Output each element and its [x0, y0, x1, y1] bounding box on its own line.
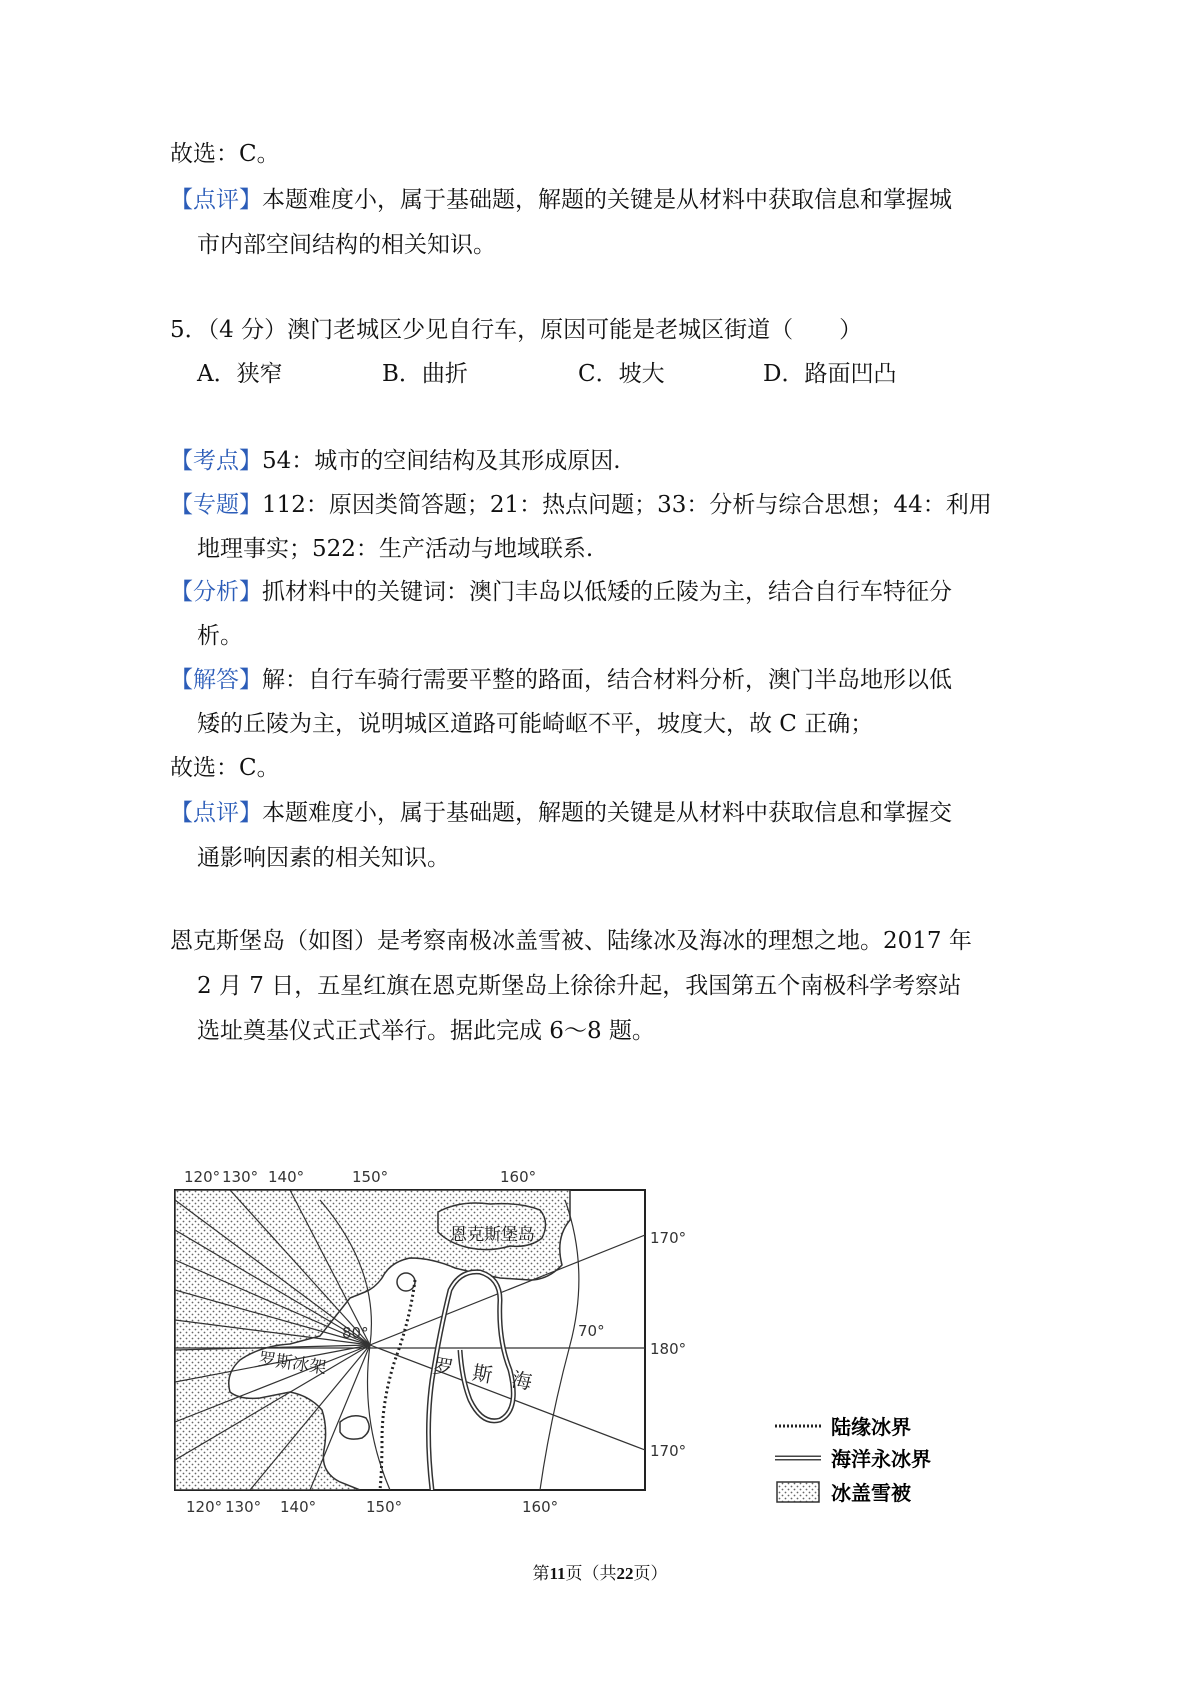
jieda-line1 — [170, 664, 952, 696]
lat-70: 70° — [578, 1322, 605, 1340]
prev-comment-line1 — [170, 184, 952, 216]
lon-top-130: 130° — [222, 1168, 259, 1186]
intro-line3: 选址奠基仪式正式举行。据此完成 6～8 题。 — [197, 1018, 655, 1044]
footer-mid: 页（共 — [565, 1564, 617, 1584]
fenxi-line2: 析。 — [197, 623, 243, 649]
jieda-line2: 矮的丘陵为主，说明城区道路可能崎岖不平，坡度大，故 C 正确； — [197, 711, 874, 737]
option-c: C．坡大 — [578, 361, 665, 387]
lon-bottom-160: 160° — [522, 1498, 559, 1516]
comment-tag: 【点评】 — [170, 187, 262, 213]
q5-comment-line2: 通影响因素的相关知识。 — [197, 845, 450, 871]
prev-comment-line2: 市内部空间结构的相关知识。 — [197, 232, 496, 258]
lon-right-180: 180° — [650, 1340, 687, 1358]
ross-sea-map — [170, 1160, 750, 1530]
kaodian-text: 54：城市的空间结构及其形成原因. — [262, 448, 621, 474]
lon-top-140: 140° — [268, 1168, 305, 1186]
kaodian-line — [170, 445, 621, 477]
kaodian-tag: 【考点】 — [170, 448, 262, 474]
zhuanti-text: 112：原因类简答题；21：热点问题；33：分析与综合思想；44：利用 — [262, 492, 992, 518]
ice-shelf-label: 罗斯冰架 — [257, 1349, 328, 1379]
option-a: A．狭窄 — [197, 361, 283, 387]
intro-line1: 恩克斯堡岛（如图）是考察南极冰盖雪被、陆缘冰及海冰的理想之地。2017 年 — [170, 928, 972, 954]
q5-comment-line1 — [170, 797, 952, 829]
lon-top-150: 150° — [352, 1168, 389, 1186]
option-b: B．曲折 — [382, 361, 468, 387]
q5-comment-text: 本题难度小，属于基础题，解题的关键是从材料中获取信息和掌握交 — [262, 800, 952, 826]
island-label: 恩克斯堡岛 — [450, 1225, 535, 1245]
footer-page-number: 11 — [549, 1564, 566, 1583]
lon-top-160: 160° — [500, 1168, 537, 1186]
lon-top-120: 120° — [184, 1168, 221, 1186]
legend-ice-cover-label: 冰盖雪被 — [831, 1481, 911, 1505]
q5-answer: 故选：C。 — [170, 755, 280, 781]
small-circle — [397, 1273, 415, 1291]
lat-80: 80° — [342, 1324, 369, 1342]
q5-comment-tag: 【点评】 — [170, 800, 262, 826]
zhuanti-line1 — [170, 489, 992, 521]
lon-bottom-150: 150° — [366, 1498, 403, 1516]
footer-pre: 第 — [532, 1564, 550, 1584]
ice-lake — [340, 1416, 369, 1439]
intro-line2: 2 月 7 日，五星红旗在恩克斯堡岛上徐徐升起，我国第五个南极科学考察站 — [197, 973, 962, 999]
lon-right-170a: 170° — [650, 1229, 687, 1247]
lon-bottom-140: 140° — [280, 1498, 317, 1516]
lon-right-170b: 170° — [650, 1442, 687, 1460]
footer-total-pages: 22 — [616, 1564, 634, 1583]
prev-answer: 故选：C。 — [170, 141, 280, 167]
legend-continental-ice-label: 陆缘冰界 — [831, 1415, 911, 1439]
legend-ice-cover-symbol — [777, 1482, 819, 1502]
question-5-stem: 5．（4 分）澳门老城区少见自行车，原因可能是老城区街道（ ） — [170, 317, 863, 343]
footer-post: 页） — [633, 1564, 668, 1584]
option-d: D．路面凹凸 — [763, 361, 897, 387]
lon-bottom-120: 120° — [186, 1498, 223, 1516]
legend-sea-ice-label: 海洋永冰界 — [831, 1447, 931, 1471]
zhuanti-tag: 【专题】 — [170, 492, 262, 518]
map-legend — [775, 1410, 975, 1520]
fenxi-text: 抓材料中的关键词：澳门丰岛以低矮的丘陵为主，结合自行车特征分 — [262, 579, 952, 605]
jieda-tag: 【解答】 — [170, 667, 262, 693]
right-longitude-labels — [650, 1229, 686, 1460]
sea-label: 罗 斯 海 — [431, 1353, 534, 1395]
fenxi-tag: 【分析】 — [170, 579, 262, 605]
top-longitude-labels — [184, 1168, 536, 1186]
bottom-longitude-labels — [186, 1498, 558, 1516]
page-footer — [0, 1562, 1200, 1586]
jieda-text: 解：自行车骑行需要平整的路面，结合材料分析，澳门半岛地形以低 — [262, 667, 952, 693]
zhuanti-line2: 地理事实；522：生产活动与地域联系. — [197, 536, 594, 562]
comment-text: 本题难度小，属于基础题，解题的关键是从材料中获取信息和掌握城 — [262, 187, 952, 213]
fenxi-line1 — [170, 576, 952, 608]
lon-bottom-130: 130° — [225, 1498, 262, 1516]
